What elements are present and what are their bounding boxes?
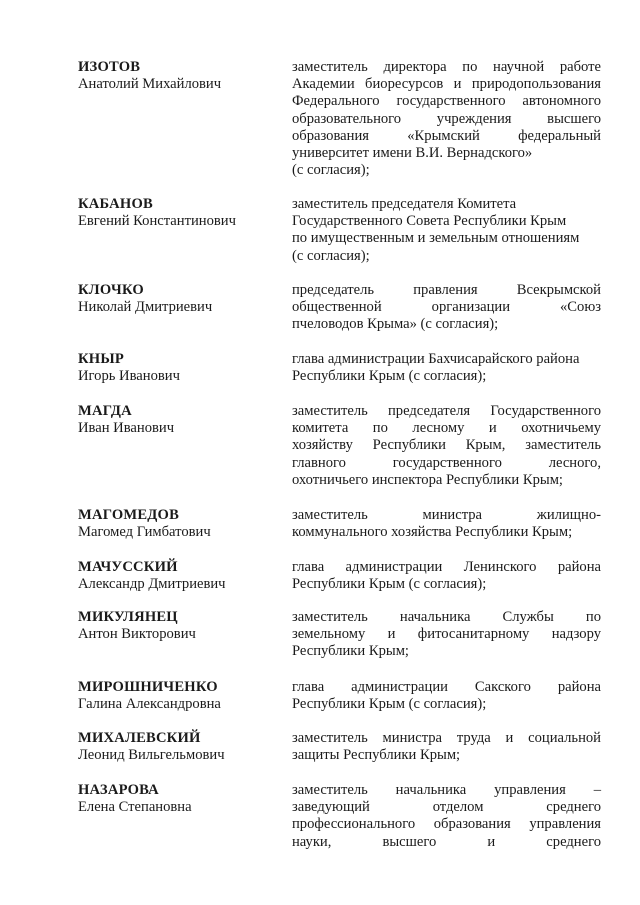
member-surname: КАБАНОВ <box>78 196 153 212</box>
member-role <box>292 559 601 593</box>
member-role <box>292 507 601 541</box>
role-line: заведующий отделом среднего <box>292 799 601 816</box>
role-line: земельному и фитосанитарному надзору <box>292 626 601 643</box>
member-role <box>292 730 601 764</box>
member-name <box>78 679 278 713</box>
role-line: комитета по лесному и охотничьему <box>292 420 601 437</box>
role-line: охотничьего инспектора Республики Крым; <box>292 471 563 488</box>
role-line: хозяйству Республики Крым, заместитель <box>292 437 601 454</box>
member-name <box>78 782 278 816</box>
role-line: заместитель министра жилищно- <box>292 507 601 523</box>
member-given-name: Елена Степановна <box>78 799 192 816</box>
role-line: заместитель председателя Комитета <box>292 196 517 212</box>
role-line: главного государственного лесного, <box>292 454 601 471</box>
member-surname: МИХАЛЕВСКИЙ <box>78 730 201 746</box>
member-name <box>78 196 278 230</box>
role-line: заместитель начальника управления – <box>292 782 601 798</box>
member-name <box>78 403 278 437</box>
role-line: Государственного Совета Республики Крым <box>292 213 567 230</box>
member-given-name: Магомед Гимбатович <box>78 524 211 541</box>
member-given-name: Николай Дмитриевич <box>78 299 213 316</box>
member-given-name: Галина Александровна <box>78 696 221 713</box>
role-line: коммунального хозяйства Республики Крым; <box>292 524 573 541</box>
member-given-name: Игорь Иванович <box>78 368 180 385</box>
member-name <box>78 351 278 385</box>
role-line: (с согласия); <box>292 247 370 264</box>
member-given-name: Леонид Вильгельмович <box>78 747 225 764</box>
member-name <box>78 282 278 316</box>
role-line: Федерального государственного автономного <box>292 93 601 110</box>
role-line: образования «Крымский федеральный <box>292 127 601 144</box>
member-given-name: Анатолий Михайлович <box>78 76 222 93</box>
member-role <box>292 196 601 265</box>
member-surname: ИЗОТОВ <box>78 59 141 75</box>
role-line: университет имени В.И. Вернадского» <box>292 145 533 162</box>
role-line: по имущественным и земельным отношениям <box>292 230 580 247</box>
role-line: заместитель председателя Государственного <box>292 403 601 419</box>
role-line: глава администрации Ленинского района <box>292 559 601 575</box>
member-given-name: Александр Дмитриевич <box>78 576 226 593</box>
role-line: образовательного учреждения высшего <box>292 110 601 127</box>
role-line: науки, высшего и среднего <box>292 833 601 850</box>
role-line: пчеловодов Крыма» (с согласия); <box>292 316 499 333</box>
member-role <box>292 403 601 489</box>
member-role <box>292 679 601 713</box>
role-line: Республики Крым (с согласия); <box>292 576 487 593</box>
member-name <box>78 730 278 764</box>
member-role <box>292 282 601 334</box>
member-surname: МАГОМЕДОВ <box>78 507 180 523</box>
role-line: профессионального образования управления <box>292 816 601 833</box>
role-line: председатель правления Всекрымской <box>292 282 601 298</box>
member-role <box>292 351 601 385</box>
role-line: заместитель начальника Службы по <box>292 609 601 625</box>
role-line: глава администрации Бахчисарайского района <box>292 351 580 367</box>
role-line: общественной организации «Союз <box>292 299 601 316</box>
role-line: заместитель министра труда и социальной <box>292 730 601 746</box>
member-surname: МАГДА <box>78 403 132 419</box>
member-given-name: Антон Викторович <box>78 626 196 643</box>
role-line: защиты Республики Крым; <box>292 747 461 764</box>
member-given-name: Иван Иванович <box>78 420 175 437</box>
member-name <box>78 609 278 643</box>
role-line: (с согласия); <box>292 162 370 179</box>
role-line: Республики Крым (с согласия); <box>292 696 487 713</box>
role-line: Республики Крым; <box>292 643 409 660</box>
member-given-name: Евгений Константинович <box>78 213 236 230</box>
member-name <box>78 559 278 593</box>
role-line: заместитель директора по научной работе <box>292 59 601 75</box>
member-surname: НАЗАРОВА <box>78 782 159 798</box>
member-role <box>292 609 601 661</box>
member-name <box>78 59 278 93</box>
member-role <box>292 782 601 851</box>
member-role <box>292 59 601 179</box>
member-surname: МАЧУССКИЙ <box>78 559 178 575</box>
member-name <box>78 507 278 541</box>
role-line: глава администрации Сакского района <box>292 679 601 695</box>
member-surname: КНЫР <box>78 351 124 367</box>
member-surname: МИКУЛЯНЕЦ <box>78 609 178 625</box>
member-surname: КЛОЧКО <box>78 282 144 298</box>
member-surname: МИРОШНИЧЕНКО <box>78 679 218 695</box>
role-line: Республики Крым (с согласия); <box>292 368 487 385</box>
role-line: Академии биоресурсов и природопользования <box>292 76 601 93</box>
